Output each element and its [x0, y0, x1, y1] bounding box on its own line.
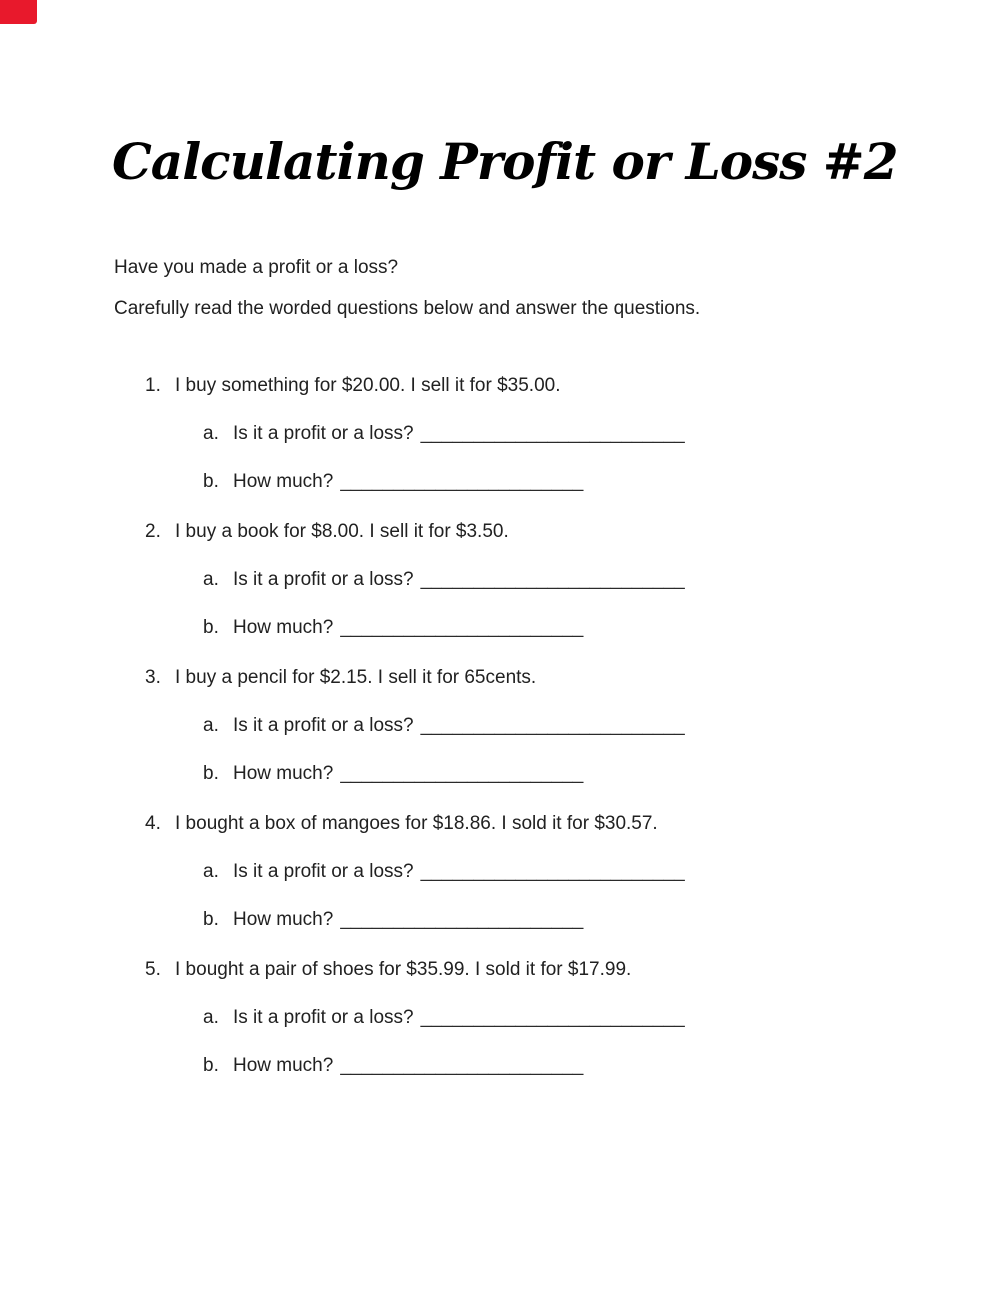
- answer-blank: _______________________: [340, 617, 584, 638]
- sub-question-label: How much?: [233, 617, 334, 638]
- question-list: [0, 374, 1000, 1078]
- answer-blank: _________________________: [420, 1007, 685, 1028]
- question-row: [0, 666, 1000, 690]
- answer-blank: _________________________: [420, 861, 685, 882]
- sub-question-b: [0, 616, 1000, 640]
- sub-question-a: [0, 568, 1000, 592]
- sub-question-label: Is it a profit or a loss?: [233, 569, 414, 590]
- question-number: 1.: [145, 375, 161, 396]
- intro-section: [0, 256, 1000, 321]
- question-number: 4.: [145, 813, 161, 834]
- sub-question-letter: a.: [203, 861, 219, 882]
- sub-question-label: Is it a profit or a loss?: [233, 1007, 414, 1028]
- question-item-4: [0, 812, 1000, 932]
- sub-question-b: [0, 762, 1000, 786]
- question-number: 2.: [145, 521, 161, 542]
- sub-question-label: How much?: [233, 763, 334, 784]
- question-row: [0, 374, 1000, 398]
- sub-question-label: Is it a profit or a loss?: [233, 861, 414, 882]
- question-text: I bought a pair of shoes for $35.99. I sold it for $17.99.: [175, 959, 632, 980]
- answer-blank: _________________________: [420, 423, 685, 444]
- intro-line-1: Have you made a profit or a loss?: [114, 257, 399, 278]
- sub-question-a: [0, 714, 1000, 738]
- sub-question-b: [0, 1054, 1000, 1078]
- sub-question-letter: a.: [203, 569, 219, 590]
- sub-question-a: [0, 1006, 1000, 1030]
- question-text: I buy something for $20.00. I sell it for $35.00.: [175, 375, 561, 396]
- page-title: Calculating Profit or Loss #2: [112, 132, 898, 191]
- sub-question-label: How much?: [233, 1055, 334, 1076]
- answer-blank: _______________________: [340, 909, 584, 930]
- sub-question-letter: a.: [203, 423, 219, 444]
- intro-line-2: Carefully read the worded questions below and answer the questions.: [114, 298, 701, 319]
- question-text: I buy a pencil for $2.15. I sell it for 65cents.: [175, 667, 537, 688]
- answer-blank: _______________________: [340, 763, 584, 784]
- sub-question-letter: b.: [203, 763, 219, 784]
- question-item-3: [0, 666, 1000, 786]
- sub-question-letter: b.: [203, 471, 219, 492]
- sub-question-letter: b.: [203, 617, 219, 638]
- sub-question-label: Is it a profit or a loss?: [233, 715, 414, 736]
- question-number: 5.: [145, 959, 161, 980]
- corner-tag: [0, 0, 37, 24]
- answer-blank: _________________________: [420, 569, 685, 590]
- sub-question-a: [0, 860, 1000, 884]
- question-text: I buy a book for $8.00. I sell it for $3.50.: [175, 521, 509, 542]
- question-item-5: [0, 958, 1000, 1078]
- sub-question-b: [0, 470, 1000, 494]
- sub-question-label: How much?: [233, 909, 334, 930]
- sub-question-label: How much?: [233, 471, 334, 492]
- sub-question-label: Is it a profit or a loss?: [233, 423, 414, 444]
- sub-question-letter: a.: [203, 715, 219, 736]
- question-number: 3.: [145, 667, 161, 688]
- sub-question-a: [0, 422, 1000, 446]
- sub-question-letter: b.: [203, 1055, 219, 1076]
- answer-blank: _________________________: [420, 715, 685, 736]
- sub-question-b: [0, 908, 1000, 932]
- question-row: [0, 520, 1000, 544]
- sub-question-letter: b.: [203, 909, 219, 930]
- question-item-2: [0, 520, 1000, 640]
- answer-blank: _______________________: [340, 1055, 584, 1076]
- question-row: [0, 812, 1000, 836]
- answer-blank: _______________________: [340, 471, 584, 492]
- question-item-1: [0, 374, 1000, 494]
- sub-question-letter: a.: [203, 1007, 219, 1028]
- question-text: I bought a box of mangoes for $18.86. I sold it for $30.57.: [175, 813, 658, 834]
- question-row: [0, 958, 1000, 982]
